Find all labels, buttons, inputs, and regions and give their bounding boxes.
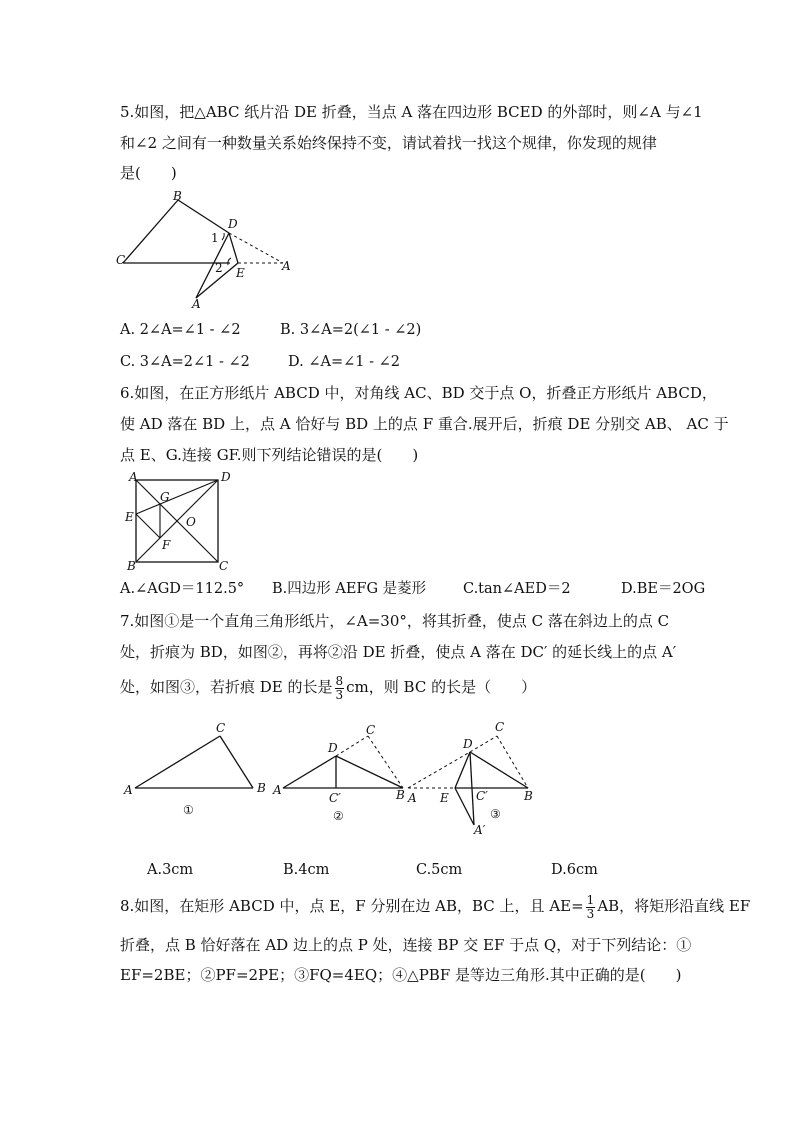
q7-fig2-label-c-prime: C′ [329, 791, 341, 805]
q7-fig3-label-e: E [440, 791, 449, 805]
q7-option-d: D.6cm [551, 862, 598, 878]
q8-line-1-tail: AB，将矩形沿直线 EF [597, 897, 751, 915]
q6-line-3: 点 E、G.连接 GF.则下列结论错误的是( ) [120, 446, 419, 464]
q7-fig2-label-d: D [328, 741, 338, 755]
q6-label-g: G [160, 490, 170, 504]
q7-fig2-label-a: A [273, 783, 282, 797]
q7-fig3-label-d: D [463, 737, 473, 751]
q5-option-d: D. ∠A=∠1 - ∠2 [288, 354, 400, 370]
q5-angle-1: 1 [211, 231, 219, 245]
q7-line-1: 7.如图①是一个直角三角形纸片，∠A=30°，将其折叠，使点 C 落在斜边上的点 C [120, 612, 670, 630]
q7-fig1-caption: ① [183, 803, 194, 817]
q8-fraction-numerator: 1 [586, 892, 595, 907]
q7-figure-3 [405, 718, 540, 836]
q7-line-3-tail: cm，则 BC 的长是（ ） [346, 678, 537, 696]
q6-option-c: C.tan∠AED＝2 [463, 581, 571, 597]
q7-fig2-label-c: C [366, 723, 376, 737]
q5-option-c: C. 3∠A=2∠1 - ∠2 [120, 354, 250, 370]
q6-option-d: D.BE＝2OG [621, 581, 706, 597]
q7-fig2-label-b: B [396, 788, 405, 802]
q7-fig1-label-a: A [124, 783, 133, 797]
q7-fig2-caption: ② [333, 809, 344, 823]
q8-line-2: 折叠，点 B 恰好落在 AD 边上的点 P 处，连接 BP 交 EF 于点 Q，对于下列结论：① [120, 936, 692, 954]
q5-option-a: A. 2∠A=∠1 - ∠2 [120, 322, 241, 338]
q5-figure [115, 188, 305, 313]
q5-line-2: 和∠2 之间有一种数量关系始终保持不变，请试着找一找这个规律，你发现的规律 [120, 134, 657, 152]
q8-fraction-denominator: 3 [586, 906, 595, 921]
q6-line-1: 6.如图，在正方形纸片 ABCD 中，对角线 AC、BD 交于点 O，折叠正方形纸片 ABCD， [120, 384, 717, 402]
q7-fig3-label-c: C [495, 720, 505, 734]
q7-fig3-label-a-prime: A′ [474, 823, 486, 837]
q5-label-e: E [236, 266, 245, 280]
q7-fraction-denominator: 3 [335, 687, 344, 702]
q6-figure [118, 468, 238, 574]
q7-fig3-label-a: A [408, 791, 417, 805]
q7-option-a: A.3cm [147, 862, 194, 878]
q5-label-d: D [228, 217, 238, 231]
q7-fig3-label-b: B [524, 789, 533, 803]
q6-label-d: D [221, 470, 231, 484]
q6-option-b: B.四边形 AEFG 是菱形 [272, 581, 427, 597]
q7-fig3-caption: ③ [490, 807, 501, 821]
q6-label-e: E [125, 510, 134, 524]
q5-label-a-folded: A [192, 297, 201, 311]
q5-angle-2: 2 [215, 261, 223, 275]
q8-line-1-text: 8.如图，在矩形 ABCD 中，点 E，F 分别在边 AB，BC 上，且 AE= [120, 897, 584, 915]
q6-label-b: B [127, 559, 136, 573]
q7-fig3-label-c-prime: C′ [476, 789, 488, 803]
q6-label-o: O [186, 515, 196, 529]
q7-option-b: B.4cm [283, 862, 330, 878]
q8-line-1 [120, 890, 750, 922]
q7-fig1-label-b: B [257, 781, 266, 795]
q5-label-c: C [116, 253, 126, 267]
q6-label-f: F [162, 538, 171, 552]
q5-line-3: 是( ) [120, 164, 177, 182]
q7-fig1-label-c: C [216, 721, 226, 735]
q6-label-c: C [219, 559, 229, 573]
q5-option-b: B. 3∠A=2(∠1 - ∠2) [280, 322, 422, 338]
q7-figure-2 [268, 718, 413, 828]
q7-fraction [335, 675, 345, 702]
q7-line-3-text: 处，如图③，若折痕 DE 的长是 [120, 678, 333, 696]
q6-line-2: 使 AD 落在 BD 上，点 A 恰好与 BD 上的点 F 重合.展开后，折痕 DE 分别交 AB、 AC 于 [120, 415, 729, 433]
q5-label-b: B [173, 189, 182, 203]
q7-option-c: C.5cm [416, 862, 463, 878]
q7-figure-1 [120, 718, 270, 822]
q7-fraction-numerator: 8 [335, 673, 344, 688]
q8-line-3: EF=2BE；②PF=2PE；③FQ=4EQ；④△PBF 是等边三角形.其中正确的是( ) [120, 966, 682, 984]
q8-fraction [586, 894, 596, 921]
q6-option-a: A.∠AGD＝112.5° [120, 581, 245, 597]
q6-label-a: A [129, 470, 138, 484]
q7-line-2: 处，折痕为 BD，如图②，再将②沿 DE 折叠，使点 A 落在 DC′ 的延长线上的点 A′ [120, 643, 677, 661]
q5-line-1: 5.如图，把△ABC 纸片沿 DE 折叠，当点 A 落在四边形 BCED 的外部时，则∠A 与∠1 [120, 103, 703, 121]
q7-line-3 [120, 671, 536, 703]
q5-label-a-outside: A [282, 259, 291, 273]
